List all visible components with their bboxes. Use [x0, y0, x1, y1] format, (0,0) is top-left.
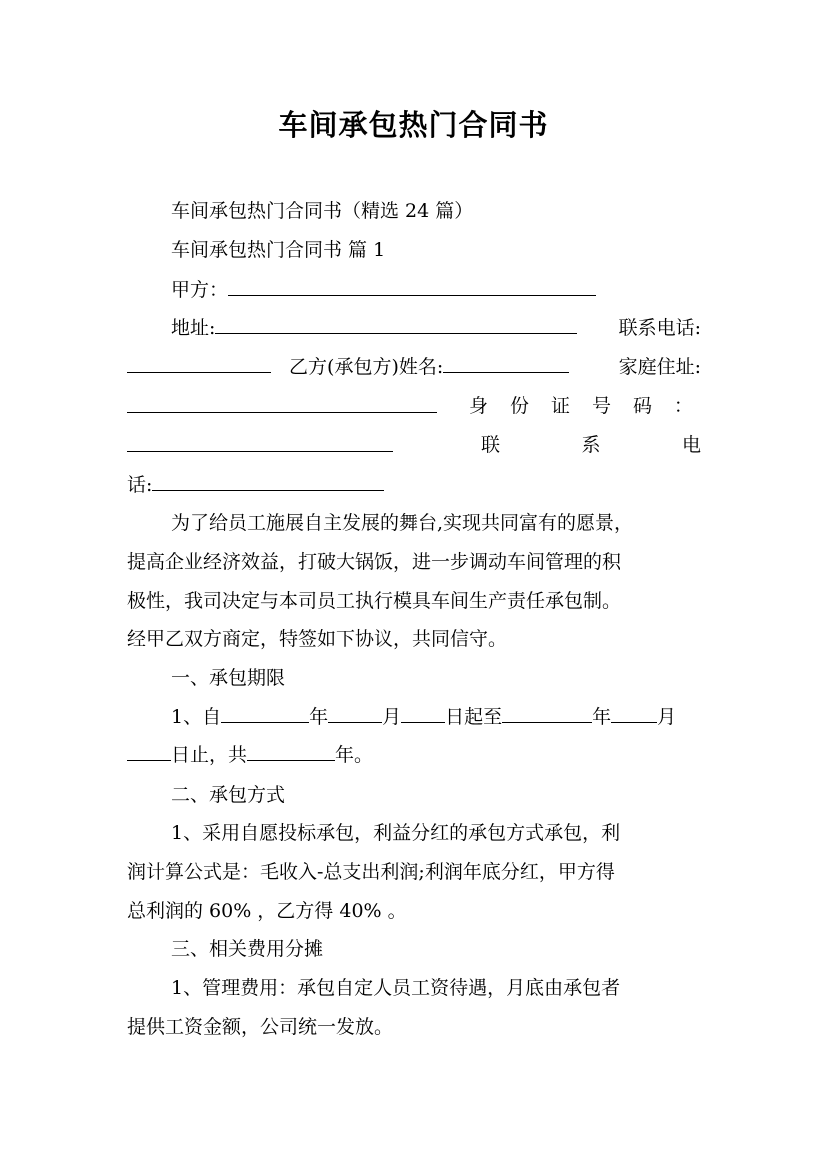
party-b-name-label: 乙方(承包方)姓名: [289, 356, 444, 378]
home-address-label: 家庭住址: [618, 356, 701, 378]
contact-line [127, 430, 701, 460]
id-number-blank [127, 432, 393, 452]
section-heading: 二、承包方式 [171, 784, 286, 806]
party-b-name-blank [443, 353, 569, 373]
subtitle: 车间承包热门合同书（精选 24 篇） [171, 200, 474, 222]
intro-line: 提高企业经济效益，打破大锅饭，进一步调动车间管理的积 [127, 551, 622, 573]
address-label: 地址: [171, 317, 216, 339]
term-line-2: 日止，共 年。 [127, 740, 701, 770]
section-heading: 一、承包期限 [171, 667, 286, 689]
end-day-blank [127, 741, 171, 761]
party-a-line [171, 275, 701, 305]
section-text: 提供工资金额，公司统一发放。 [127, 1016, 394, 1038]
address-line [171, 313, 701, 343]
term-line: 1、自 年 月 日起至 年 月 [171, 702, 701, 732]
contact-phone-label: 话: [127, 474, 153, 496]
party-a-blank [228, 276, 596, 296]
contact-label: 联 系 电 [481, 434, 701, 456]
document-title: 车间承包热门合同书 [278, 108, 549, 142]
section-text: 1、采用自愿投标承包，利益分红的承包方式承包，利 [171, 822, 621, 844]
total-years-blank [247, 741, 335, 761]
section-heading: 三、相关费用分摊 [171, 938, 324, 960]
start-day-blank [401, 703, 445, 723]
phone-label: 联系电话: [618, 317, 701, 339]
contact-phone-line [127, 470, 701, 500]
end-year-blank [502, 703, 592, 723]
address-blank [215, 314, 577, 334]
party-a-label: 甲方： [171, 279, 229, 301]
intro-line: 为了给员工施展自主发展的舞台,实现共同富有的愿景， [171, 512, 634, 534]
phone-blank [127, 353, 271, 373]
article-heading: 车间承包热门合同书 篇 1 [171, 239, 386, 261]
section-text: 1、管理费用：承包自定人员工资待遇，月底由承包者 [171, 977, 621, 999]
intro-line: 经甲乙双方商定，特签如下协议，共同信守。 [127, 628, 508, 650]
party-b-line [127, 352, 701, 382]
intro-line: 极性，我司决定与本司员工执行模具车间生产责任承包制。 [127, 590, 622, 612]
id-number-line [127, 391, 701, 421]
section-text: 总利润的 60% ，乙方得 40% 。 [127, 900, 407, 922]
home-address-blank [127, 393, 437, 413]
contact-phone-blank [152, 471, 384, 491]
start-month-blank [328, 703, 382, 723]
end-month-blank [611, 703, 657, 723]
id-number-label: 身 份 证 号 码 ： [469, 395, 693, 417]
section-text: 润计算公式是：毛收入-总支出利润;利润年底分红，甲方得 [127, 861, 615, 883]
start-year-blank [221, 703, 309, 723]
